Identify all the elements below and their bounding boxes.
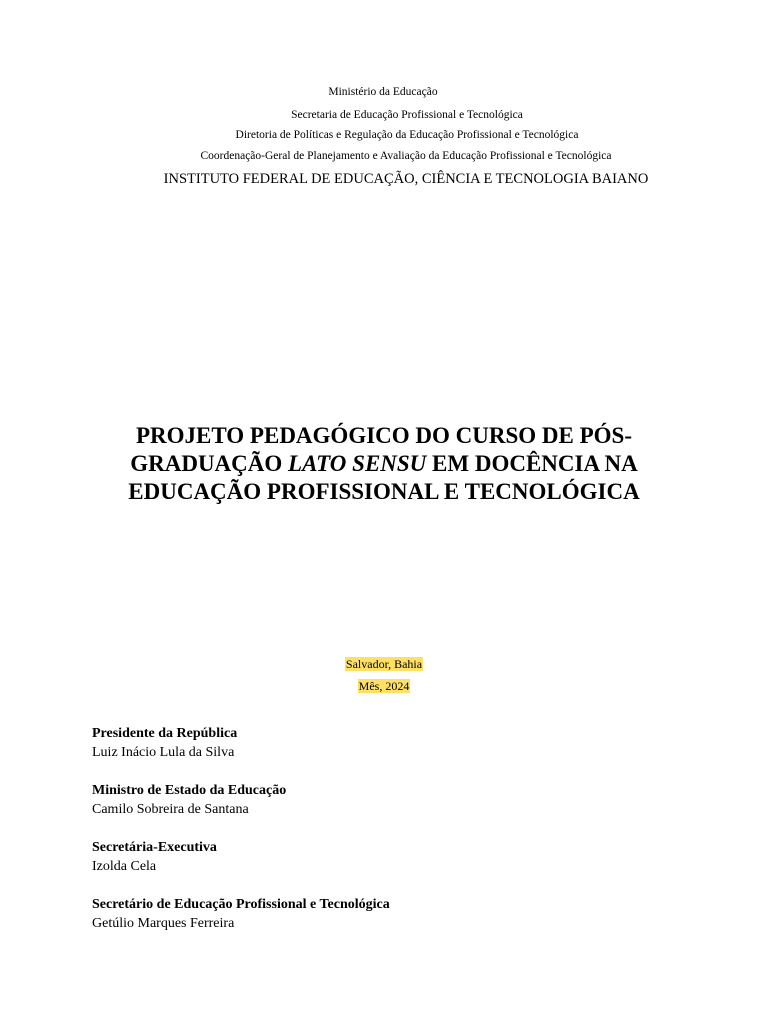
header-coordination: Coordenação-Geral de Planejamento e Avaliação da Educação Profissional e Tecnológica [200, 150, 612, 162]
title-line-1: PROJETO PEDAGÓGICO DO CURSO DE PÓS- [135, 423, 633, 448]
location-date: Mês, 2024 [358, 679, 410, 693]
title-line-2 [0, 450, 768, 478]
header-directorate: Diretoria de Políticas e Regulação da Educação Profissional e Tecnológica [235, 129, 579, 141]
authority-role: Ministro de Estado da Educação [92, 783, 287, 798]
location-date-line [0, 679, 768, 694]
header-institute: INSTITUTO FEDERAL DE EDUCAÇÃO, CIÊNCIA E TECNOLOGIA BAIANO [163, 171, 649, 187]
authority-setec-secretary [92, 895, 390, 933]
authority-executive-secretary [92, 838, 390, 876]
authority-name: Luiz Inácio Lula da Silva [92, 745, 235, 760]
authority-role: Secretária-Executiva [92, 840, 217, 855]
title-italic-lato-sensu: LATO SENSU [288, 451, 427, 476]
location-place-line [0, 657, 768, 672]
header-secretariat: Secretaria de Educação Profissional e Tecnológica [291, 109, 523, 121]
authority-name: Camilo Sobreira de Santana [92, 802, 249, 817]
title-line-2-start: GRADUAÇÃO [130, 451, 289, 476]
location-place: Salvador, Bahia [345, 657, 423, 671]
document-title [0, 422, 768, 506]
authority-name: Izolda Cela [92, 859, 157, 874]
authority-name: Getúlio Marques Ferreira [92, 916, 235, 931]
header-ministry: Ministério da Educação [328, 86, 438, 98]
title-line-3: EDUCAÇÃO PROFISSIONAL E TECNOLÓGICA [128, 479, 640, 504]
title-line-2-end: EM DOCÊNCIA NA [426, 451, 638, 476]
authority-president [92, 724, 390, 762]
authorities-list [92, 724, 390, 952]
authority-minister [92, 781, 390, 819]
authority-role: Secretário de Educação Profissional e Tecnológica [92, 897, 390, 912]
authority-role: Presidente da República [92, 726, 238, 741]
